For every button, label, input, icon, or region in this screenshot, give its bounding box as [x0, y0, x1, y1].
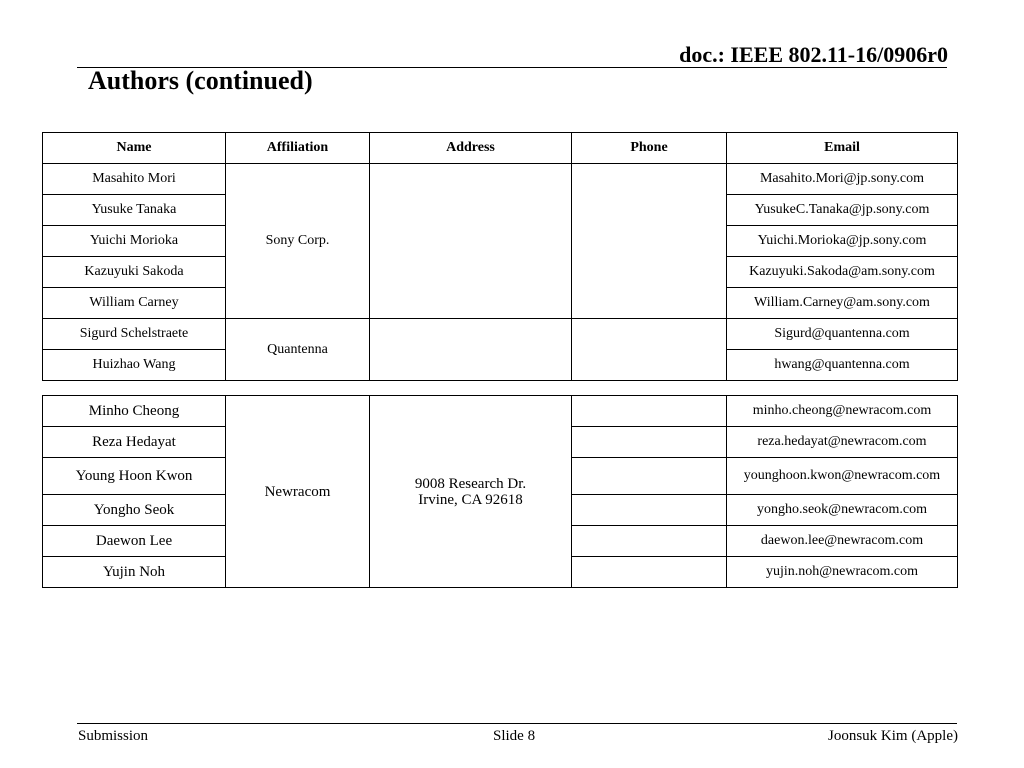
column-header-phone: Phone: [572, 133, 727, 164]
column-header-address: Address: [370, 133, 572, 164]
author-email: daewon.lee@newracom.com: [727, 526, 958, 557]
author-name: Reza Hedayat: [43, 427, 226, 458]
author-name: Yusuke Tanaka: [43, 195, 226, 226]
author-email: Yuichi.Morioka@jp.sony.com: [727, 226, 958, 257]
address-cell: [370, 164, 572, 319]
footer-divider: [77, 723, 957, 724]
document-id: doc.: IEEE 802.11-16/0906r0: [679, 42, 948, 67]
author-email: Masahito.Mori@jp.sony.com: [727, 164, 958, 195]
author-name: Yuichi Morioka: [43, 226, 226, 257]
phone-cell: [572, 526, 727, 557]
phone-cell: [572, 458, 727, 495]
author-email: reza.hedayat@newracom.com: [727, 427, 958, 458]
affiliation-cell: Sony Corp.: [226, 164, 370, 319]
author-name: Young Hoon Kwon: [43, 458, 226, 495]
table-row: [43, 164, 958, 195]
address-cell: [370, 319, 572, 381]
phone-cell: [572, 319, 727, 381]
affiliation-cell: Quantenna: [226, 319, 370, 381]
phone-cell: [572, 495, 727, 526]
author-email: yujin.noh@newracom.com: [727, 557, 958, 588]
footer-author: Joonsuk Kim (Apple): [828, 728, 958, 744]
phone-cell: [572, 164, 727, 319]
slide-number: Slide 8: [493, 728, 536, 744]
slide-title: Authors (continued): [88, 66, 313, 95]
author-name: Daewon Lee: [43, 526, 226, 557]
phone-cell: [572, 396, 727, 427]
column-header-affiliation: Affiliation: [226, 133, 370, 164]
phone-cell: [572, 557, 727, 588]
table-header-row: [43, 133, 958, 164]
author-name: Yujin Noh: [43, 557, 226, 588]
author-name: Sigurd Schelstraete: [43, 319, 226, 350]
author-email: YusukeC.Tanaka@jp.sony.com: [727, 195, 958, 226]
table-row: [43, 319, 958, 350]
author-name: Kazuyuki Sakoda: [43, 257, 226, 288]
column-header-name: Name: [43, 133, 226, 164]
author-email: yongho.seok@newracom.com: [727, 495, 958, 526]
author-email: minho.cheong@newracom.com: [727, 396, 958, 427]
address-line-2: Irvine, CA 92618: [418, 491, 523, 508]
author-email: William.Carney@am.sony.com: [727, 288, 958, 319]
affiliation-cell: Newracom: [226, 396, 370, 588]
author-email: Sigurd@quantenna.com: [727, 319, 958, 350]
column-header-email: Email: [727, 133, 958, 164]
author-name: William Carney: [43, 288, 226, 319]
footer-submission: Submission: [78, 728, 149, 744]
author-name: Minho Cheong: [43, 396, 226, 427]
phone-cell: [572, 427, 727, 458]
author-email: Kazuyuki.Sakoda@am.sony.com: [727, 257, 958, 288]
authors-table-sony-quantenna: [42, 132, 958, 381]
table-row: [43, 396, 958, 427]
address-line-1: 9008 Research Dr.: [414, 475, 527, 492]
authors-table-newracom: [42, 395, 958, 588]
author-name: Huizhao Wang: [43, 350, 226, 381]
author-email: younghoon.kwon@newracom.com: [727, 458, 958, 495]
author-email: hwang@quantenna.com: [727, 350, 958, 381]
address-cell: [370, 396, 572, 588]
author-name: Masahito Mori: [43, 164, 226, 195]
author-name: Yongho Seok: [43, 495, 226, 526]
